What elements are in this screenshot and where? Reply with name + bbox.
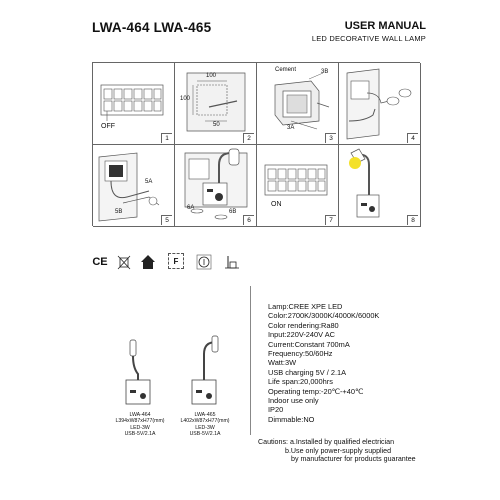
step-1-panel xyxy=(93,63,175,145)
manual-subtitle: LED DECORATIVE WALL LAMP xyxy=(311,34,426,43)
step-number: 2 xyxy=(243,133,254,143)
installation-icon xyxy=(224,253,240,271)
ce-mark: CE xyxy=(92,256,108,268)
spec-input: Input:220V-240V AC xyxy=(268,330,335,340)
spec-frequency: Frequency:50/60Hz xyxy=(268,349,333,359)
model-dims: L394xW87xH77(mm) xyxy=(115,418,165,425)
manual-heading: USER MANUAL xyxy=(344,20,426,32)
page-title: LWA-464 LWA-465 xyxy=(92,20,212,35)
certification-icons xyxy=(92,253,252,275)
step-number: 5 xyxy=(161,215,172,225)
model-illustrations xyxy=(108,328,238,438)
step-7-panel xyxy=(257,145,339,227)
model-lwa-464-info xyxy=(108,412,172,438)
on-label: ON xyxy=(271,201,282,208)
spec-watt: Watt:3W xyxy=(268,358,297,368)
step-2-panel xyxy=(175,63,257,145)
model-usb: USB-5V/2.1A xyxy=(189,431,221,438)
model-lwa-465-info xyxy=(172,412,238,438)
dimension-height: 100 xyxy=(180,96,191,102)
spec-life-span: Life span:20,000hrs xyxy=(268,377,333,387)
cautions-block xyxy=(258,438,416,464)
model-led: LED-3W xyxy=(130,424,150,431)
model-dims: L402xW87xH77(mm) xyxy=(180,418,230,425)
specifications-list xyxy=(268,302,379,424)
lamp-models-drawing xyxy=(108,328,238,408)
label-5a: 5A xyxy=(145,179,153,185)
step-5-panel xyxy=(93,145,175,227)
cement-label: Cement xyxy=(275,67,297,73)
label-6a: 6A xyxy=(187,205,195,211)
spec-ip: IP20 xyxy=(268,405,284,415)
caution-line-a: Cautions: a.Installed by qualified electrician xyxy=(258,438,395,446)
step-number: 4 xyxy=(407,133,418,143)
spec-current: Current:Constant 700mA xyxy=(268,339,350,349)
off-label: OFF xyxy=(101,123,115,130)
step-8-panel xyxy=(339,145,421,227)
step-number: 6 xyxy=(243,215,254,225)
installation-steps-grid xyxy=(92,62,420,226)
model-name: LWA-464 xyxy=(129,412,151,418)
spec-lamp: Lamp:CREE XPE LED xyxy=(268,302,343,311)
spec-color: Color:2700K/3000K/4000K/6000K xyxy=(268,311,380,321)
step-number: 8 xyxy=(407,215,418,225)
step-6-panel xyxy=(175,145,257,227)
spec-dimmable: Dimmable:NO xyxy=(268,414,315,424)
weee-bin-icon xyxy=(116,253,132,271)
step-3-panel xyxy=(257,63,339,145)
indoor-house-icon xyxy=(140,253,156,271)
dimension-width: 100 xyxy=(206,73,217,79)
dimension-depth: 50 xyxy=(213,122,220,128)
model-led: LED-3W xyxy=(195,424,215,431)
step-number: 3 xyxy=(325,133,336,143)
class-symbol-icon xyxy=(196,253,212,271)
spec-usb: USB charging 5V / 2.1A xyxy=(268,367,347,377)
spec-operating-temp: Operating temp:-20℃-+40℃ xyxy=(268,386,364,396)
step-number: 1 xyxy=(161,133,172,143)
step-4-panel xyxy=(339,63,421,145)
spec-indoor: Indoor use only xyxy=(268,396,319,406)
label-5b: 5B xyxy=(115,209,123,215)
step-number: 7 xyxy=(325,215,336,225)
model-name: LWA-465 xyxy=(194,412,216,418)
divider-line xyxy=(250,286,251,435)
spec-color-rendering: Color rendering:Ra80 xyxy=(268,320,339,330)
caution-line-c: by manufacturer for products guarantee xyxy=(291,455,416,464)
label-3a: 3A xyxy=(287,125,295,131)
f-mark-icon: F xyxy=(168,253,184,269)
caution-line-b: b.Use only power-supply supplied xyxy=(285,446,392,455)
model-usb: USB-5V/2.1A xyxy=(124,431,156,438)
label-6b: 6B xyxy=(229,209,237,215)
label-3b: 3B xyxy=(321,69,329,75)
